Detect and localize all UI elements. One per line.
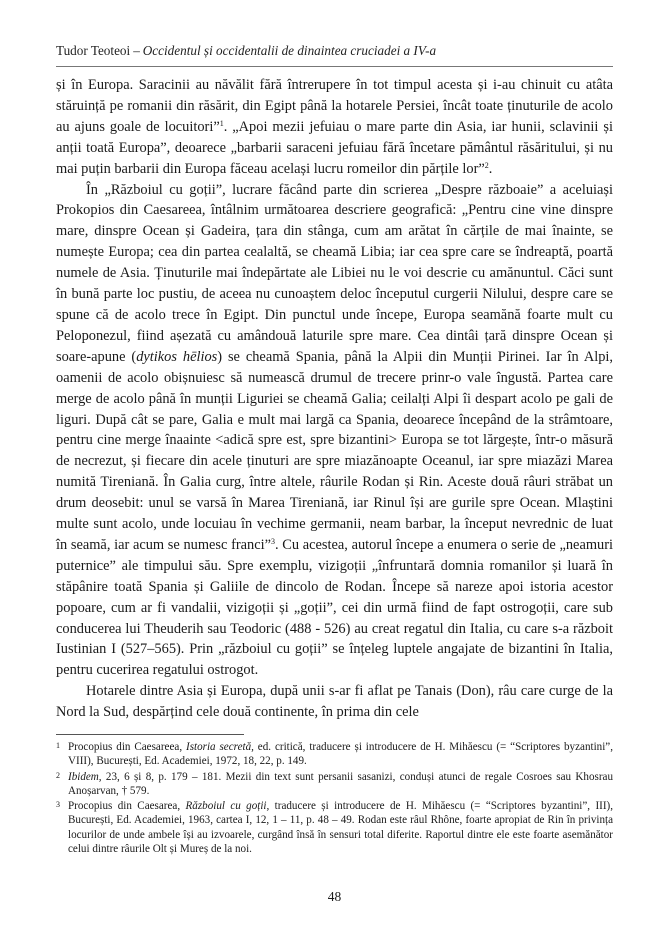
paragraph-1-text-c: . bbox=[488, 160, 493, 177]
header-rule bbox=[56, 66, 613, 67]
footnote-italic: Istoria secretă, bbox=[186, 741, 254, 753]
footnote-rule bbox=[56, 734, 244, 735]
footnote-text bbox=[68, 799, 613, 856]
footnotes bbox=[56, 740, 613, 857]
paragraph-2-text-b: ) se cheamă Spania, până la Alpii din Munții Pirinei. Iar în Alpi, oamenii de acolo obișnuiesc să numească drumul de trecere prinr-o vale îngustă. Partea care merge de acolo până în munții Liguriei se cheamă Galia; ceilalți Alpi îi despart acolo pe gali de liguri. După cât se pare, Galia e mult mai largă ca Spania, deoarece începând de la strâmtoare, pentru cine merge înaainte <adică spre est, spre bizantini> Europa se tot lărgește, într-o măsură de necrezut, și fiecare din acele ținuturi are spre miazănoapte Oceanul, iar spre miazăzi Marea numită Tireniană. În Galia curg, între altele, râurile Rodan și Rin. Aceste două râuri străbat un drum deosebit: unul se varsă în Marea Tireniană, iar Rinul își are gurile spre Ocean. Mlaștini multe sunt acolo, unde locuiau în vechime germanii, neam barbar, la început nevrednic de luat în seamă, iar acum se numesc franci” bbox=[56, 348, 614, 553]
paragraph-2-italic: dytikos hēlios bbox=[136, 348, 218, 365]
footnote-number: 1 bbox=[56, 741, 60, 750]
footnote-2 bbox=[56, 770, 613, 799]
footnote-number: 3 bbox=[56, 800, 60, 810]
header-author: Tudor Teoteoi bbox=[56, 43, 131, 58]
paragraph-1-text-a: și în Europa. Saracinii au năvălit fără întrerupere în tot timpul acesta și i-au chinuit cu atâta stăruință pe romanii din răsărit, din Egipt până la hotarele Persiei, încât toate ținuturile de acolo au ajuns goale de locuitori” bbox=[56, 77, 613, 135]
footnote-1 bbox=[56, 740, 613, 769]
body-text bbox=[56, 75, 613, 723]
paragraph-2 bbox=[56, 180, 613, 682]
footnote-ref-1[interactable]: 1 bbox=[219, 118, 224, 128]
footnote-italic: Ibidem, bbox=[68, 770, 102, 783]
footnote-ref-2[interactable]: 2 bbox=[484, 160, 489, 170]
footnote-number: 2 bbox=[56, 770, 60, 780]
footnote-text-a: Procopius din Caesareea, bbox=[68, 741, 186, 753]
footnote-italic: Războiul cu goții, bbox=[185, 800, 270, 813]
footnote-text bbox=[68, 770, 613, 799]
footnote-3 bbox=[56, 799, 613, 856]
footnote-text-b: ed. critică, traducere și introducere de H. Mihăescu (= “Scriptores byzantini”, VIII), București, Ed. Academiei, 1972, 18, 22, p. 149. bbox=[68, 741, 613, 768]
footnote-text-b: 23, 6 și 8, p. 179 – 181. Mezii din text sunt persanii sasanizi, conduși atunci de regale Cosroes sau Khosrau Anoșarvan, † 579. bbox=[68, 770, 613, 797]
footnote-text-b: traducere și introducere de H. Mihăescu (= “Scriptores byzantini”, III), București, Ed. Academiei, 1963, cartea I, 12, 1 – 11, p. 48 – 49. Rodan este râul Rhône, foarte apropiat de Rin în privința locurilor de unde ambele își au izvoarele, curgând însă în sensuri total diferite. Raportul dintre ele este foarte asemănător celui dintre râurile Olt și Mureș de la noi. bbox=[68, 800, 614, 856]
paragraph-3: Hotarele dintre Asia și Europa, după unii s-ar fi aflat pe Tanais (Don), râu care curge de la Nord la Sud, despărțind cele două continente, în prima din cele bbox=[56, 683, 613, 721]
footnote-ref-3[interactable]: 3 bbox=[271, 536, 276, 546]
footnote-text-a: Procopius din Caesarea, bbox=[68, 800, 186, 813]
footnote-text bbox=[68, 740, 613, 769]
paragraph-2-text-c: . Cu acestea, autorul începe a enumera o serie de „neamuri puternice” ale timpului său. Spre exemplu, vizigoții „înfruntară domnia romanilor și luară în stăpânire toată Spania și Galiile de dincolo de Rodan. Începe să nareze apoi istoria acestor popoare, cum ar fi vandalii, vizigoții și „goții”, cei din urmă fiind de fapt ostrogoții, care sub conducerea lui Theuderih sau Teodoric (488 - 526) au creat regatul din Italia, cu care s-a războit Iustinian I (527–565). Prin „războiul cu goții” se înțeleg luptele angajate de bizantini în Italia, pentru cucerirea regatului ostrogot. bbox=[56, 536, 614, 679]
paragraph-1 bbox=[56, 75, 613, 180]
page-number: 48 bbox=[327, 889, 342, 904]
paragraph-1-text-b: . „Apoi mezii jefuiau o mare parte din Asia, iar hunii, sclavinii și anții toată Europa”, deoarece „barbarii saraceni jefuiau fără încetare pământul răsăritului, și nu mai puțin barbarii din Europa făceau același lucru romeilor din părțile lor” bbox=[56, 118, 613, 177]
header-separator: – bbox=[133, 43, 140, 58]
paragraph-2-text-a: În „Războiul cu goții”, lucrare făcând parte din scrierea „Despre războaie” a aceluiași Prokopios din Caesareea, întâlnim următoarea descriere geografică: „Pentru cine vine dinspre mare, dinspre Ocean și Gadeira, țara din stânga, cum am arătat în cărțile de mai înainte, se numește Europa; cea din partea cealaltă, se cheamă Libia; iar cea spre care se îndreaptă, poartă numele de Asia. Ținuturile mai îndepărtate ale Libiei nu le voi descrie cu amănuntul. Căci sunt în bună parte loc pustiu, de aceea nu cunoaștem deloc începutul curgerii Nilului, despre care se spune că de acolo trece în Egipt. Din punctul unde începe, Europa seamănă foarte mult cu Peloponezul, fiind așezată cu amândouă laturile spre mare. Cea dintâi țară dinspre Ocean și soare-apune ( bbox=[56, 181, 613, 365]
running-header bbox=[56, 43, 616, 59]
header-title: Occidentul și occidentalii de dinaintea cruciadei a IV-a bbox=[142, 43, 437, 58]
